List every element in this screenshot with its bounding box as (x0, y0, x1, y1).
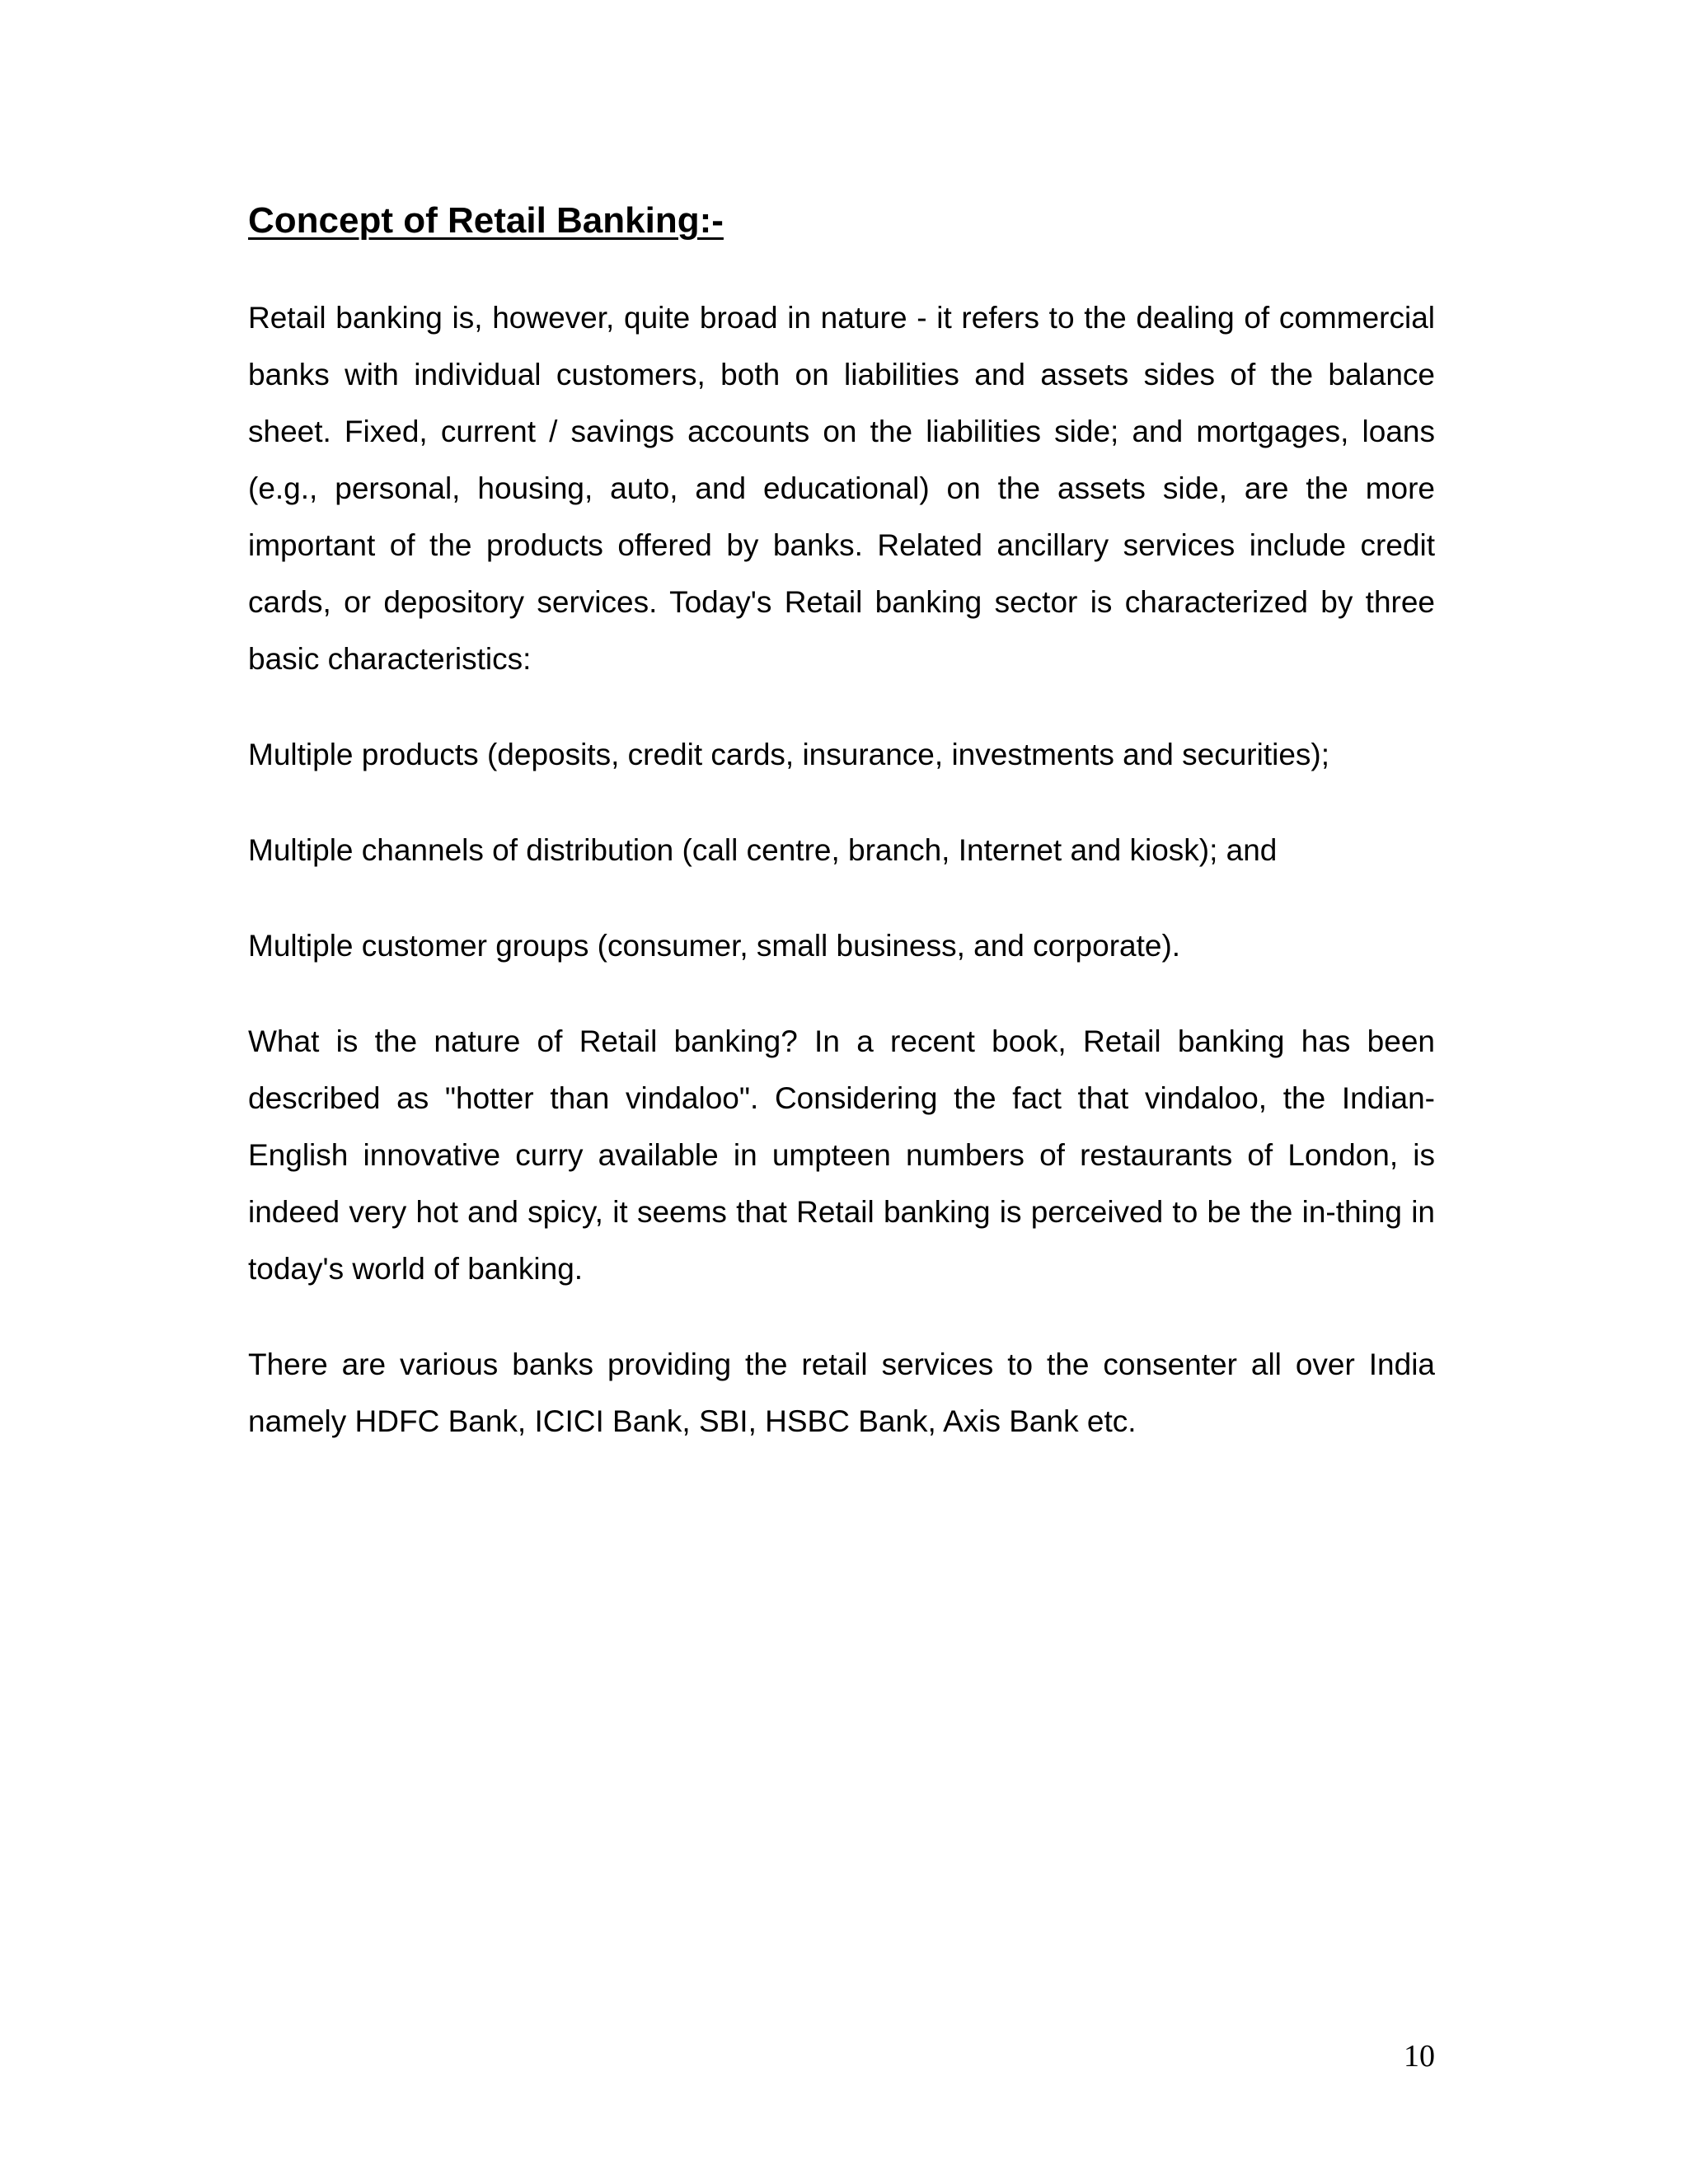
intro-paragraph: Retail banking is, however, quite broad in nature - it refers to the dealing of commercial banks with individual customers, both on liabilities and assets sides of the balance sheet. Fixed, current / savings accounts on the liabilities side; and mortgages, loans (e.g., personal, housing, auto, and educational) on the assets side, are the more important of the products offered by banks. Related ancillary services include credit cards, or depository services. Today's Retail banking sector is characterized by three basic characteristics: (248, 301, 1435, 676)
section-heading: Concept of Retail Banking:- (248, 200, 724, 241)
page-number: 10 (1404, 2039, 1435, 2074)
characteristic-customer-groups: Multiple customer groups (consumer, small business, and corporate). (248, 929, 1181, 963)
banks-paragraph: There are various banks providing the retail services to the consenter all over India namely HDFC Bank, ICICI Bank, SBI, HSBC Bank, Axis Bank etc. (248, 1347, 1435, 1438)
nature-paragraph: What is the nature of Retail banking? In a recent book, Retail banking has been described as "hotter than vindaloo". Considering the fact that vindaloo, the Indian-English innovative curry available in umpteen numbers of restaurants of London, is indeed very hot and spicy, it seems that Retail banking is perceived to be the in-thing in today's world of banking. (248, 1024, 1435, 1286)
characteristic-channels: Multiple channels of distribution (call centre, branch, Internet and kiosk); and (248, 833, 1278, 867)
page-content (248, 196, 1435, 1488)
characteristic-products: Multiple products (deposits, credit cards, insurance, investments and securities); (248, 738, 1330, 771)
